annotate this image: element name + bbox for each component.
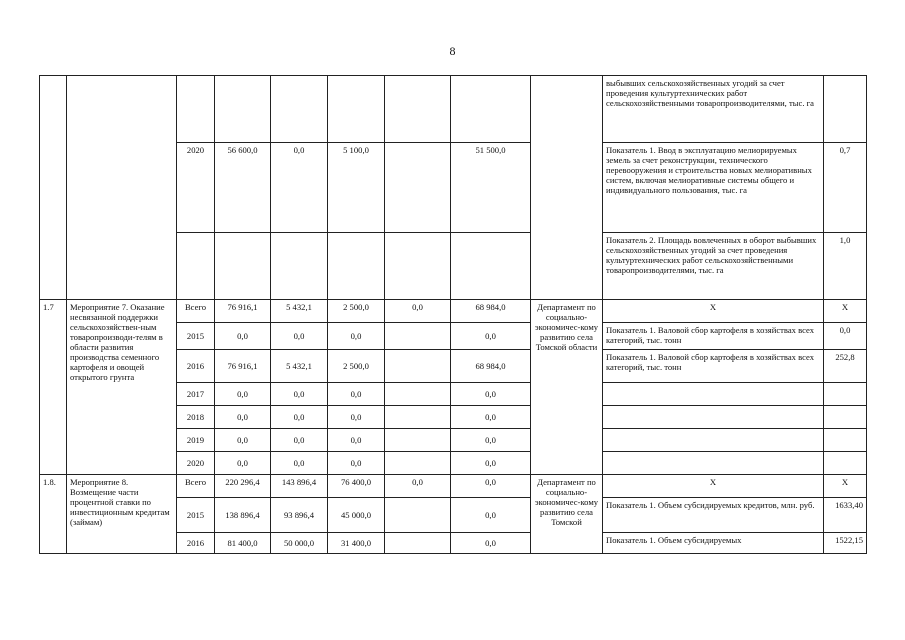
indicator-cell: Показатель 1. Валовой сбор картофеля в хозяйствах всех категорий, тыс. тонн <box>603 323 824 350</box>
indicator-cell <box>603 452 824 475</box>
indicator-cell <box>603 406 824 429</box>
table-row: 2020 56 600,0 0,0 5 100,0 51 500,0 Показатель 1. Ввод в эксплуатацию мелиорируемых земель за счет реконструкции, технического перевооружения и строительства новых мелиоративных систем, включая мелиоративные системы общего и индивидуального пользования, тыс. га 0,7 <box>40 143 867 233</box>
page-number: 8 <box>449 44 456 58</box>
table-row: 1.7 Мероприятие 7. Оказание несвязанной поддержки сельскохозяйствен-ным товаропроизводи-телям в области развития производства семенного картофеля и овощей открытого грунта Всего 76 916,1 5 432,1 2 500,0 0,0 68 984,0 Департамент по социально-экономичес-кому развитию села Томской области Х Х <box>40 300 867 323</box>
cell-num <box>40 76 67 300</box>
program-table <box>39 75 867 554</box>
indicator-cell: Х <box>603 300 824 323</box>
table-row: 2020 0,0 0,0 0,0 0,0 <box>40 452 867 475</box>
indicator-cell: выбывших сельскохозяйственных угодий за счет проведения культуртехнических работ сельскохозяйственными товаропроизводителями, тыс. га <box>603 76 824 143</box>
table-row: 2018 0,0 0,0 0,0 0,0 <box>40 406 867 429</box>
cell-exec: Департамент по социально-экономичес-кому развитию села Томской <box>531 475 603 554</box>
indicator-cell: Показатель 1. Ввод в эксплуатацию мелиорируемых земель за счет реконструкции, технического перевооружения и строительства новых мелиоративных систем, включая мелиоративные системы общего и индивидуального пользования, тыс. га <box>603 143 824 233</box>
table-row: 2015 138 896,4 93 896,4 45 000,0 0,0 Показатель 1. Объем субсидируемых кредитов, млн. руб. 1633,40 <box>40 498 867 533</box>
table-row: 2017 0,0 0,0 0,0 0,0 <box>40 383 867 406</box>
indicator-cell <box>603 429 824 452</box>
cell-num: 1.8. <box>40 475 67 554</box>
table-row: 1.8. Мероприятие 8. Возмещение части процентной ставки по инвестиционным кредитам (займам) Всего 220 296,4 143 896,4 76 400,0 0,0 0,0 Департамент по социально-экономичес-кому развитию села Томской Х Х <box>40 475 867 498</box>
cell-num: 1.7 <box>40 300 67 475</box>
indicator-cell: Показатель 1. Объем субсидируемых кредитов, млн. руб. <box>603 498 824 533</box>
table-row: Показатель 2. Площадь вовлеченных в оборот выбывших сельскохозяйственных угодий за счет проведения культуртехнических работ сельскохозяйственными товаропроизводителями, тыс. га 1,0 <box>40 233 867 300</box>
table-row: 2016 81 400,0 50 000,0 31 400,0 0,0 Показатель 1. Объем субсидируемых 1522,15 <box>40 533 867 554</box>
indicator-cell: Показатель 1. Объем субсидируемых <box>603 533 824 554</box>
indicator-cell: Х <box>603 475 824 498</box>
table-row: 2015 0,0 0,0 0,0 0,0 Показатель 1. Валовой сбор картофеля в хозяйствах всех категорий, тыс. тонн 0,0 <box>40 323 867 350</box>
cell-exec <box>531 76 603 300</box>
cell-name: Мероприятие 7. Оказание несвязанной поддержки сельскохозяйствен-ным товаропроизводи-телям в области развития производства семенного картофеля и овощей открытого грунта <box>67 300 177 475</box>
indicator-cell: Показатель 1. Валовой сбор картофеля в хозяйствах всех категорий, тыс. тонн <box>603 350 824 383</box>
table-row: 2019 0,0 0,0 0,0 0,0 <box>40 429 867 452</box>
table-row: 2016 76 916,1 5 432,1 2 500,0 68 984,0 Показатель 1. Валовой сбор картофеля в хозяйствах всех категорий, тыс. тонн 252,8 <box>40 350 867 383</box>
year-cell: 2020 <box>177 143 215 233</box>
indicator-cell <box>603 383 824 406</box>
table-row <box>40 76 867 143</box>
indicator-cell: Показатель 2. Площадь вовлеченных в оборот выбывших сельскохозяйственных угодий за счет проведения культуртехнических работ сельскохозяйственными товаропроизводителями, тыс. га <box>603 233 824 300</box>
cell-name: Мероприятие 8. Возмещение части процентной ставки по инвестиционным кредитам (займам) <box>67 475 177 554</box>
cell-name <box>67 76 177 300</box>
cell-exec: Департамент по социально-экономичес-кому развитию села Томской области <box>531 300 603 475</box>
